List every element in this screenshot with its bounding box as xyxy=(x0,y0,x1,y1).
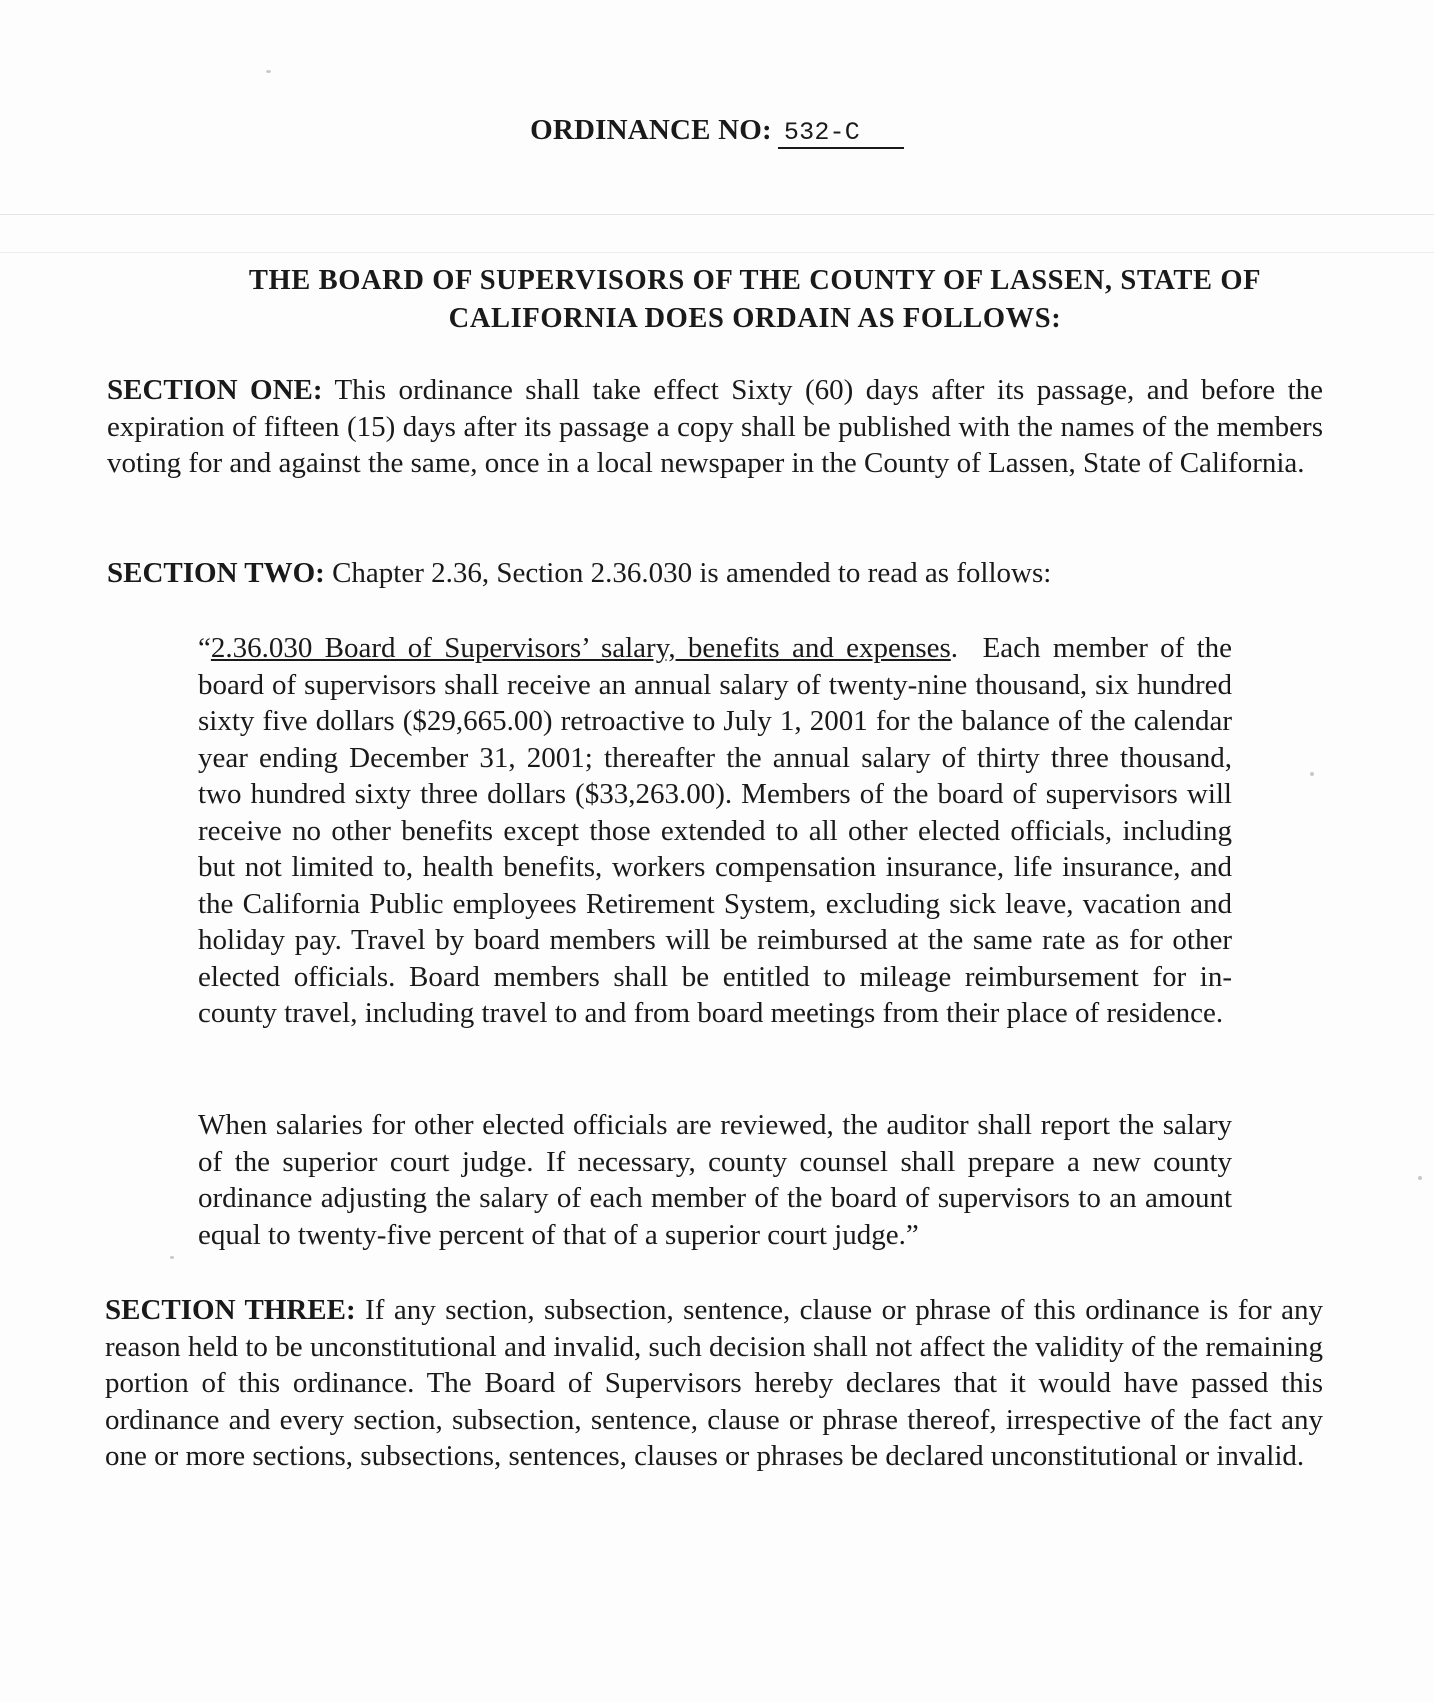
amended-text-paragraph-1 xyxy=(198,630,1232,1032)
heading-line-1: THE BOARD OF SUPERVISORS OF THE COUNTY OF LASSEN, STATE OF xyxy=(248,265,1262,296)
enacting-heading xyxy=(180,262,1330,338)
section-one xyxy=(107,372,1323,482)
scan-speck xyxy=(1418,1176,1422,1180)
section-three-text: If any section, subsection, sentence, clause or phrase of this ordinance is for any reason held to be unconstitutional and invalid, such decision shall not affect the validity of the remaining portion of this ordinance. The Board of Supervisors hereby declares that it would have passed this ordinance and every section, subsection, sentence, clause or phrase thereof, irrespective of the fact any one or more sections, subsections, sentences, clauses or phrases be declared unconstitutional or invalid. xyxy=(105,1294,1323,1472)
ordinance-title xyxy=(0,112,1434,149)
amended-section-body: Each member of the board of supervisors shall receive an annual salary of twenty-nine thousand, six hundred sixty five dollars ($29,665.00) retroactive to July 1, 2001 for the balance of the calendar year ending December 31, 2001; thereafter the annual salary of thirty three thousand, two hundred sixty three dollars ($33,263.00). Members of the board of supervisors will receive no other benefits except those extended to all other elected officials, including but not limited to, health benefits, workers compensation insurance, life insurance, and the California Public employees Retirement System, excluding sick leave, vacation and holiday pay. Travel by board members will be reimbursed at the same rate as for other elected officials. Board members shall be entitled to mileage reimbursement for in-county travel, including travel to and from board meetings from their place of residence. xyxy=(198,632,1232,1029)
section-two-text: Chapter 2.36, Section 2.36.030 is amended to read as follows: xyxy=(332,557,1052,589)
open-quote: “ xyxy=(198,632,211,664)
amended-text-paragraph-2: When salaries for other elected officials are reviewed, the auditor shall report the salary of the superior court judge. If necessary, county counsel shall prepare a new county ordinance adjusting the salary of each member of the board of supervisors to an amount equal to twenty-five percent of that of a superior court judge.” xyxy=(198,1109,1232,1251)
scan-artifact-line xyxy=(0,252,1434,253)
section-two-label: SECTION TWO: xyxy=(107,557,325,589)
amended-section-title: 2.36.030 Board of Supervisors’ salary, benefits and expenses xyxy=(210,632,951,664)
section-one-label: SECTION ONE: xyxy=(107,374,323,406)
section-three xyxy=(105,1292,1323,1475)
scan-artifact-line xyxy=(0,214,1434,215)
scan-speck xyxy=(266,70,271,73)
heading-line-2: CALIFORNIA DOES ORDAIN AS FOLLOWS: xyxy=(448,303,1062,334)
ordinance-number: 532-C xyxy=(778,119,904,149)
scan-speck xyxy=(170,1256,174,1259)
scan-speck xyxy=(1310,772,1314,776)
amended-section-title-period: . xyxy=(950,632,959,664)
ordinance-label: ORDINANCE NO: xyxy=(530,114,772,146)
section-three-label: SECTION THREE: xyxy=(105,1294,356,1326)
section-two xyxy=(107,555,1323,592)
section-one-text: This ordinance shall take effect Sixty (60) days after its passage, and before the expiration of fifteen (15) days after its passage a copy shall be published with the names of the members voting for and against the same, once in a local newspaper in the County of Lassen, State of California. xyxy=(107,374,1323,479)
